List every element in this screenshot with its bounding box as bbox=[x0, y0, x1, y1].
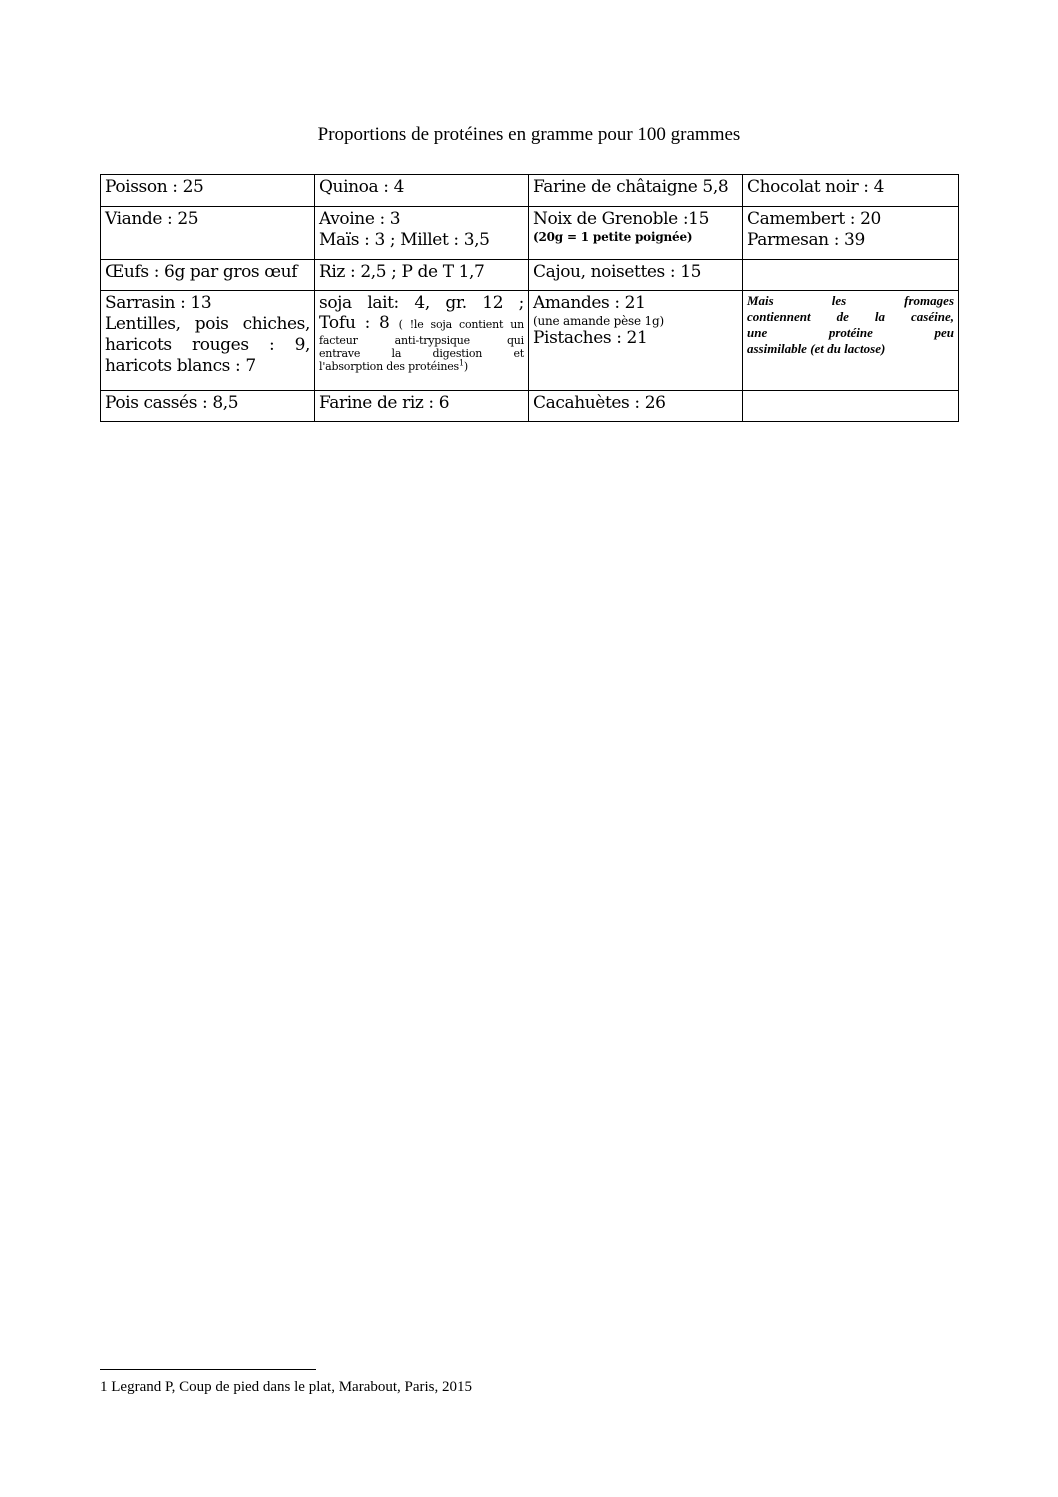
table-cell bbox=[101, 175, 315, 207]
cell-text: Cajou, noisettes : 15 bbox=[533, 262, 702, 282]
footnote-separator bbox=[100, 1369, 316, 1370]
cell-text: haricots blancs : 7 bbox=[105, 356, 256, 376]
soja-note-line-3: entrave la digestion et bbox=[319, 347, 524, 360]
table-cell bbox=[315, 207, 529, 260]
cell-text: Amandes : 21 bbox=[533, 293, 646, 313]
footnote: 1 Legrand P, Coup de pied dans le plat, Marabout, Paris, 2015 bbox=[100, 1379, 473, 1395]
cell-text: Cacahuètes : 26 bbox=[533, 393, 666, 413]
table-cell bbox=[529, 175, 743, 207]
cell-text: Poisson : 25 bbox=[105, 177, 204, 197]
footnote-ref: 1 bbox=[458, 358, 464, 368]
table-cell bbox=[743, 260, 959, 291]
cell-note: (20g = 1 petite poignée) bbox=[533, 230, 693, 244]
table-cell bbox=[529, 207, 743, 260]
table-cell bbox=[743, 391, 959, 422]
soja-note-line-1 bbox=[319, 314, 524, 334]
soja-note bbox=[319, 314, 524, 373]
cell-text: haricots rouges : 9, bbox=[105, 335, 310, 355]
table-cell bbox=[315, 391, 529, 422]
table-cell bbox=[101, 391, 315, 422]
cell-text: Camembert : 20 bbox=[747, 209, 881, 229]
table-cell bbox=[743, 291, 959, 391]
soja-note-line-4 bbox=[319, 360, 524, 373]
table-cell bbox=[315, 260, 529, 291]
table-cell bbox=[315, 175, 529, 207]
table-cell bbox=[529, 260, 743, 291]
cheese-note-line-1: Mais les fromages bbox=[747, 293, 954, 308]
table-cell bbox=[101, 207, 315, 260]
cell-text: Pistaches : 21 bbox=[533, 328, 648, 348]
cell-text: Pois cassés : 8,5 bbox=[105, 393, 239, 413]
cell-text: Chocolat noir : 4 bbox=[747, 177, 885, 197]
table-cell bbox=[101, 260, 315, 291]
cell-text: Riz : 2,5 ; P de T 1,7 bbox=[319, 262, 485, 282]
table-cell bbox=[529, 291, 743, 391]
cheese-note-line-4: assimilable (et du lactose) bbox=[747, 341, 886, 356]
table-cell bbox=[529, 391, 743, 422]
cell-text: Lentilles, pois chiches, bbox=[105, 314, 310, 334]
cell-text: soja lait: 4, gr. 12 ; bbox=[319, 293, 524, 313]
table-row bbox=[101, 391, 959, 422]
cheese-note-line-2: contiennent de la caséine, bbox=[747, 309, 954, 324]
protein-table bbox=[100, 174, 959, 422]
table-row bbox=[101, 207, 959, 260]
soja-note-close: ) bbox=[463, 360, 468, 373]
soja-note-text: l'absorption des protéines bbox=[319, 360, 459, 373]
table-cell bbox=[743, 207, 959, 260]
table-cell bbox=[315, 291, 529, 391]
table-cell bbox=[743, 175, 959, 207]
cell-text: Avoine : 3 bbox=[319, 209, 401, 229]
cell-text: Tofu : 8 bbox=[319, 313, 390, 333]
cell-text: Sarrasin : 13 bbox=[105, 293, 212, 313]
cell-text: Œufs : 6g par gros œuf bbox=[105, 262, 298, 282]
cheese-note-line-3: une protéine peu bbox=[747, 325, 954, 340]
soja-note-text: ( !le soja contient un bbox=[398, 318, 524, 331]
cell-text: Viande : 25 bbox=[105, 209, 199, 229]
cheese-note bbox=[747, 293, 954, 357]
table-row bbox=[101, 175, 959, 207]
soja-note-line-2: facteur anti-trypsique qui bbox=[319, 334, 524, 347]
cell-text: Farine de riz : 6 bbox=[319, 393, 450, 413]
cell-text: Quinoa : 4 bbox=[319, 177, 404, 197]
cell-text: Parmesan : 39 bbox=[747, 230, 865, 250]
table-row bbox=[101, 260, 959, 291]
cell-text: Farine de châtaigne 5,8 bbox=[533, 177, 729, 197]
cell-note: (une amande pèse 1g) bbox=[533, 314, 664, 328]
table-cell bbox=[101, 291, 315, 391]
table-row bbox=[101, 291, 959, 391]
cell-text: Maïs : 3 ; Millet : 3,5 bbox=[319, 230, 490, 250]
page-title: Proportions de protéines en gramme pour 100 grammes bbox=[317, 124, 741, 145]
cell-text: Noix de Grenoble :15 bbox=[533, 209, 709, 229]
